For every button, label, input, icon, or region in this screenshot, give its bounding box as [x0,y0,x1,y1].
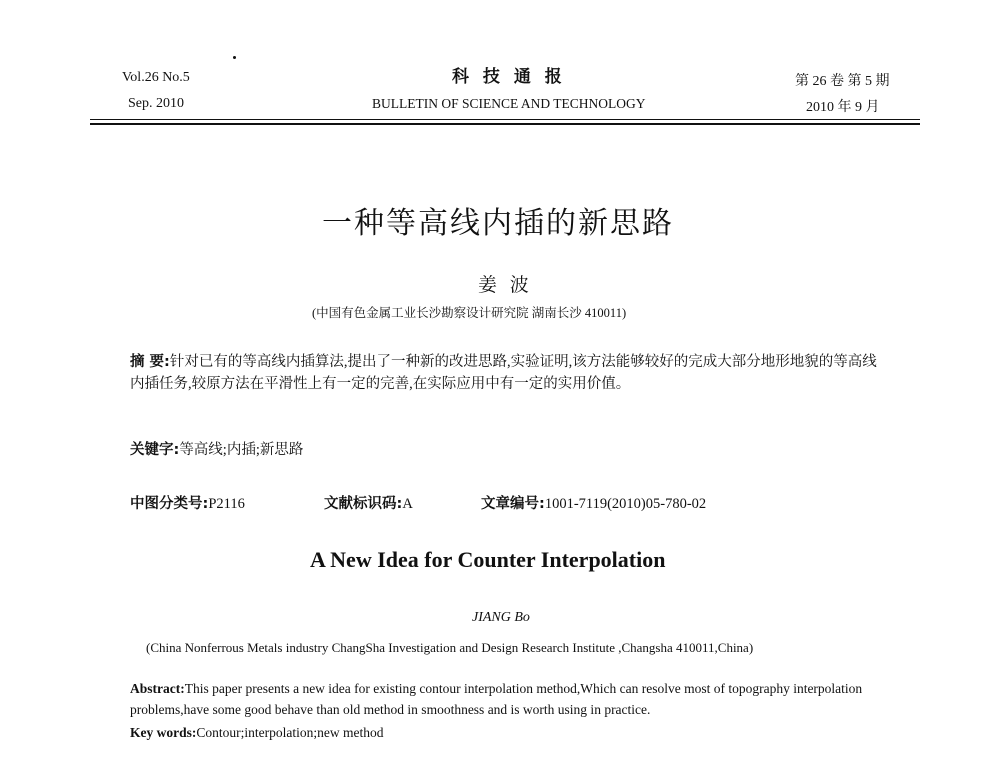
affiliation-en: (China Nonferrous Metals industry ChangSha Investigation and Design Research Institute ,Changsha 410011,China) [146,640,754,655]
keywords-cn [130,438,303,459]
journal-name-cn: 科 技 通 报 [452,67,566,87]
affiliation-cn: (中国有色金属工业长沙勘察设计研究院 湖南长沙 410011) [312,306,627,320]
paper-title-cn: 一种等高线内插的新思路 [322,206,674,241]
document-code-label: 文献标识码: [324,496,403,512]
keywords-en [130,725,383,741]
clc-number [130,492,245,513]
author-cn: 姜 波 [478,275,533,296]
abstract-text-cn: 针对已有的等高线内插算法,提出了一种新的改进思路,实验证明,该方法能够较好的完成大部分地形地貌的等高线内插任务,较原方法在平滑性上有一定的完善,在实际应用中有一定的实用价值。 [130,354,877,392]
clc-label: 中图分类号: [130,496,209,512]
stray-mark [233,56,236,59]
paper-title-en: A New Idea for Counter Interpolation [310,547,666,572]
keywords-text-en: Contour;interpolation;new method [196,725,384,740]
keywords-text-cn: 等高线;内插;新思路 [179,442,304,458]
header-rule-thick [90,123,920,125]
keywords-label-cn: 关键字: [130,442,180,458]
author-en: JIANG Bo [472,610,530,625]
clc-value: P2116 [208,496,245,512]
article-number-value: 1001-7119(2010)05-780-02 [544,496,707,512]
header-rule-thin [90,119,920,120]
abstract-label-cn: 摘 要: [130,354,170,370]
abstract-en [130,678,890,720]
keywords-label-en: Key words: [130,725,197,740]
document-code-value: A [402,496,413,512]
article-number-label: 文章编号: [481,496,545,512]
journal-name-en: BULLETIN OF SCIENCE AND TECHNOLOGY [372,96,646,111]
article-number [481,492,706,513]
abstract-label-en: Abstract: [130,681,185,696]
issue-date: Sep. 2010 [128,96,184,111]
volume-number: Vol.26 No.5 [122,70,190,85]
abstract-text-en: This paper presents a new idea for existing contour interpolation method,Which can resolve most of topography interpolation problems,have some good behave than old method in smoothness and is worth using in practice. [130,681,863,717]
issue-date-cn: 2010 年 9 月 [806,100,880,115]
abstract-cn [130,351,890,395]
document-code [324,492,413,513]
volume-number-cn: 第 26 卷 第 5 期 [795,74,890,89]
